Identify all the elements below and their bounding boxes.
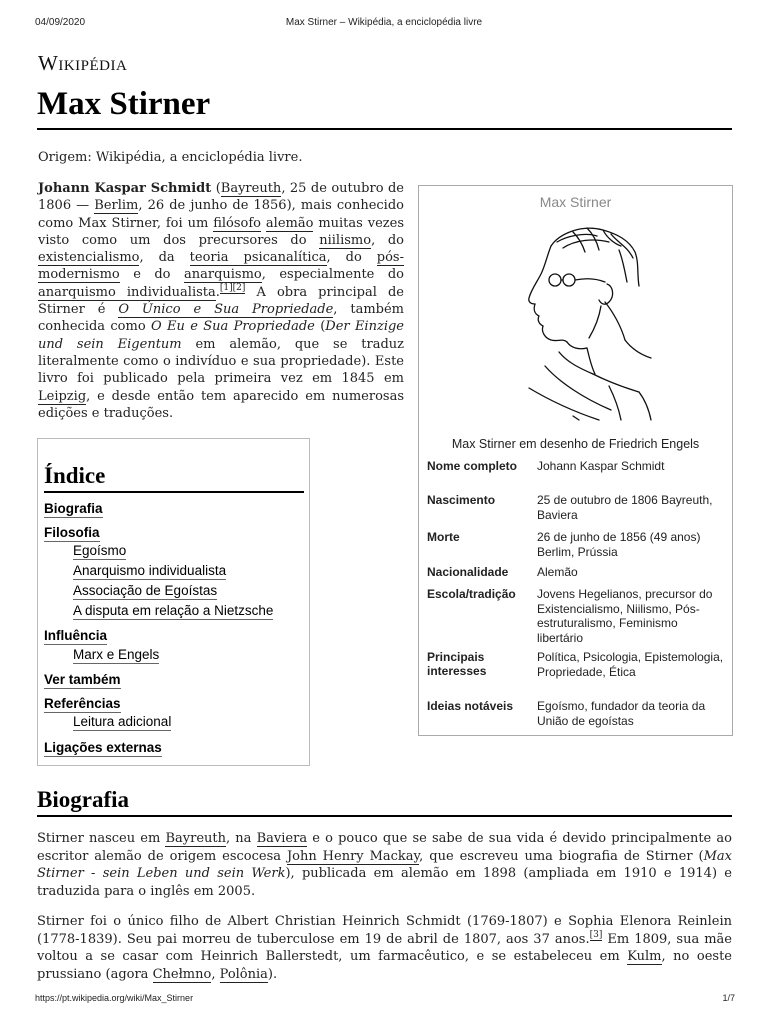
title-divider	[37, 128, 732, 130]
infobox-value[interactable]: Política, Psicologia, Epistemologia, Propriedade, Ética	[537, 650, 724, 679]
print-header	[0, 0, 768, 40]
link-teoria-psicanalitica[interactable]: teoria psicanalítica	[189, 250, 327, 266]
print-date: 04/09/2020	[35, 17, 86, 28]
ref-2[interactable]: [2]	[232, 283, 246, 294]
infobox-label: Nome completo	[427, 459, 518, 473]
link-niilismo[interactable]: niilismo	[319, 232, 372, 248]
toc-item-referencias[interactable]: Referências	[44, 696, 121, 711]
wikipedia-wordmark[interactable]: Wikipédia	[38, 51, 128, 75]
toc-item-egoismo[interactable]: Egoísmo	[73, 543, 127, 558]
print-url: https://pt.wikipedia.org/wiki/Max_Stirner	[35, 993, 194, 1003]
link-berlim[interactable]: Berlim	[94, 198, 139, 214]
ref-1[interactable]: [1]	[219, 283, 233, 294]
link-bayreuth-2[interactable]: Bayreuth	[165, 831, 226, 846]
toc-item-nietzsche[interactable]: A disputa em relação a Nietzsche	[73, 603, 274, 618]
page-title: Max Stirner	[37, 86, 211, 122]
link-anarquismo[interactable]: anarquismo	[183, 267, 262, 283]
infobox-caption: Max Stirner em desenho de Friedrich Engels	[451, 437, 700, 451]
link-alemao[interactable]: alemão	[265, 215, 314, 231]
infobox-label: Morte	[427, 530, 460, 544]
link-john-henry-mackay[interactable]: John Henry Mackay	[286, 848, 420, 864]
link-existencialismo[interactable]: existencialismo	[38, 250, 140, 266]
infobox-value[interactable]: Egoísmo, fundador da teoria da União de egoístas	[537, 699, 706, 728]
toc-item-ligacoes-externas[interactable]: Ligações externas	[44, 740, 162, 755]
bio-paragraph-2: Stirner foi o único filho de Albert Christian Heinrich Schmidt (1769-1807) e Sophia Elenora Reinlein (1778-1839). Seu pai morreu de tuberculose em 19 de abril de 1807, aos 37 anos.[3] Em 1809, sua mãe voltou a se casar com Heinrich Ballerstedt, um farmacêutico, e se estabeleceu em Kulm, no oeste prussiano (agora Chełmno, Polônia).	[37, 914, 732, 982]
toc-divider	[44, 491, 304, 493]
link-anarquismo-individualista[interactable]: anarquismo individualista	[38, 284, 216, 300]
table-of-contents	[37, 438, 310, 766]
infobox-value: 26 de junho de 1856 (49 anos) Berlim, Prússia	[537, 530, 701, 559]
infobox-value[interactable]: Jovens Hegelianos, precursor do Existencialismo, Niilismo, Pós-estruturalismo, Feminismo libertário	[537, 587, 713, 645]
print-footer	[0, 993, 768, 1013]
print-page-title: Max Stirner – Wikipédia, a enciclopédia livre	[285, 17, 483, 28]
infobox-label: Principais interesses	[427, 650, 487, 678]
infobox-label: Escola/tradição	[427, 587, 516, 601]
link-pos-modernismo[interactable]: pós-modernismo	[38, 250, 404, 283]
toc-title: Índice	[44, 463, 106, 488]
link-o-unico[interactable]: O Único e Sua Propriedade	[118, 302, 334, 318]
toc-item-filosofia[interactable]: Filosofia	[44, 525, 100, 540]
link-polonia[interactable]: Polônia	[219, 966, 268, 982]
bio-paragraph-1: Stirner nasceu em Bayreuth, na Baviera e o pouco que se sabe de sua vida é devido principalmente ao escritor alemão de origem escocesa John Henry Mackay, que escreveu uma biografia de Stirner (Max Stirner - sein Leben und sein Werk), publicada em alemão em 1898 (ampliada em 1910 e 1914) e traduzida para o inglês em 2005.	[37, 831, 733, 899]
toc-item-marx-engels[interactable]: Marx e Engels	[73, 647, 160, 662]
infobox	[418, 185, 733, 736]
print-page-number: 1/7	[722, 993, 735, 1003]
ref-3[interactable]: [3]	[589, 930, 603, 941]
section-heading-biografia: Biografia	[37, 787, 129, 812]
toc-item-anarquismo-individualista[interactable]: Anarquismo individualista	[73, 563, 227, 578]
link-baviera[interactable]: Baviera	[256, 831, 308, 846]
link-kulm[interactable]: Kulm	[627, 949, 662, 965]
section-divider	[37, 815, 732, 817]
link-chelmno[interactable]: Chełmno	[152, 966, 212, 982]
origin-line: Origem: Wikipédia, a enciclopédia livre.	[38, 150, 303, 165]
infobox-label: Nascimento	[427, 493, 496, 507]
infobox-title: Max Stirner	[539, 194, 612, 210]
link-filosofo[interactable]: filósofo	[213, 215, 261, 231]
infobox-value: 25 de outubro de 1806 Bayreuth, Baviera	[537, 493, 713, 522]
toc-item-ver-tambem[interactable]: Ver também	[44, 672, 121, 687]
toc-item-biografia[interactable]: Biografia	[44, 501, 103, 516]
toc-item-leitura-adicional[interactable]: Leitura adicional	[73, 714, 172, 729]
infobox-value[interactable]: Alemão	[537, 565, 578, 579]
infobox-label: Nacionalidade	[427, 565, 509, 579]
intro-paragraph: Johann Kaspar Schmidt (Bayreuth, 25 de outubro de 1806 — Berlim, 26 de junho de 1856), mais conhecido como Max Stirner, foi um filósofo alemão muitas vezes visto como um dos precursores do niilismo, do existencialismo, da teoria psicanalítica, do pós-modernismo e do anarquismo, especialmente do anarquismo individualista.[1][2] A obra principal de Stirner é O Único e Sua Propriedade, também conhecida como O Eu e Sua Propriedade (Der Einzige und sein Eigentum em alemão, que se traduz literalmente como o indivíduo e sua propriedade). Este livro foi publicado pela primeira vez em 1845 em Leipzig, e desde então tem aparecido em numerosas edições e traduções.	[38, 181, 405, 421]
toc-item-influencia[interactable]: Influência	[44, 628, 108, 643]
link-leipzig[interactable]: Leipzig	[38, 388, 87, 404]
toc-item-associacao[interactable]: Associação de Egoístas	[73, 583, 218, 598]
link-bayreuth[interactable]: Bayreuth	[220, 181, 282, 196]
infobox-label: Ideias notáveis	[427, 699, 514, 713]
portrait-drawing[interactable]	[489, 216, 659, 421]
infobox-value: Johann Kaspar Schmidt	[537, 459, 665, 473]
